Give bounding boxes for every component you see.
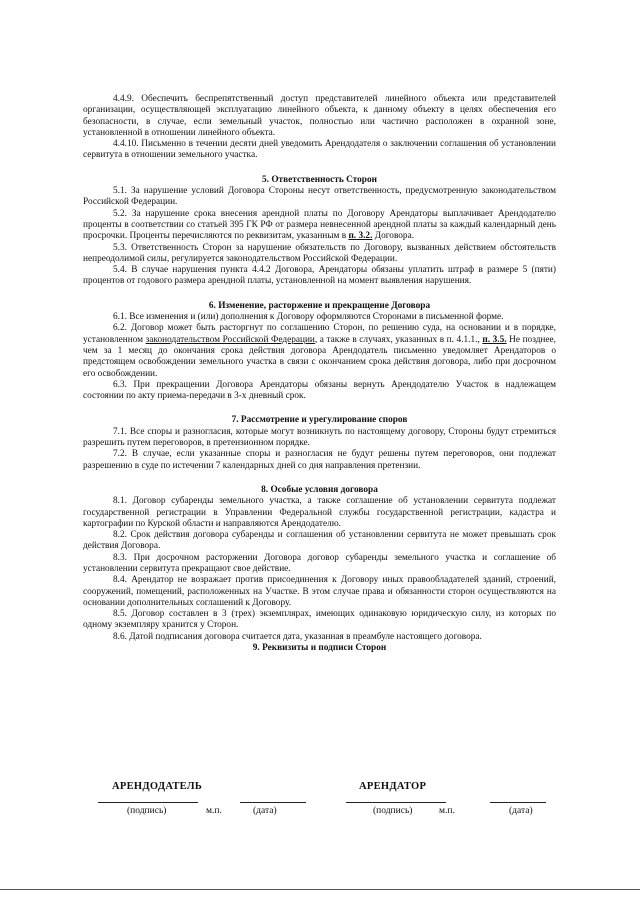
page-bottom-rule	[0, 889, 640, 890]
clause-6-2: 6.2. Договор может быть расторгнут по соглашению Сторон, по решению суда, на основании и в порядке, установленном законодательством Российской Федерации, а также в случаях, указанных в п. 4.1.1., п. 3.5. Не позднее, чем за 1 месяц до окончания срока действия договора Арендодатель письменно уведомляет Арендаторов о предстоящем освобождении земельного участка в связи с окончанием срока действия договора, либо при досрочном его освобождении.	[83, 323, 556, 379]
clause-5-4: 5.4. В случае нарушения пункта 4.4.2 Договора, Арендаторы обязаны уплатить штраф в размере 5 (пяти) процентов от годового размера арендной платы, установленной на момент выявления нарушения.	[83, 265, 556, 287]
clause-4-4-9: 4.4.9. Обеспечить беспрепятственный доступ представителей линейного объекта или представителей организации, осуществляющей эксплуатацию линейного объекта, к данному объекту в целях обеспечения его безопасности, в случае, если земельный участок, полностью или частично расположен в охранной зоне, установленной в отношении линейного объекта.	[83, 94, 556, 138]
lessee-date-caption: (дата)	[509, 806, 533, 816]
ref-3-2: п. 3.2.	[348, 231, 373, 242]
lessor-date-caption: (дата)	[253, 806, 277, 816]
lessor-stamp-caption: м.п.	[206, 806, 222, 816]
lessor-date-line	[240, 802, 306, 803]
lessee-heading: АРЕНДАТОР	[359, 781, 427, 792]
clause-7-1: 7.1. Все споры и разногласия, которые могут возникнуть по настоящему договору, Стороны будут стремиться разрешить путем переговоров, в претензионном порядке.	[83, 426, 556, 449]
clause-8-1: 8.1. Договор субаренды земельного участка, а также соглашение об установлении сервитута подлежат государственной регистрации в Управлении Федеральной службы государственной регистрации, кадастра и картографии по Курской области и направляются Арендодателю.	[83, 496, 556, 529]
clause-8-5: 8.5. Договор составлен в 3 (трех) экземплярах, имеющих одинаковую юридическую силу, из которых по одному экземпляру хранится у Сторон.	[83, 609, 556, 631]
clause-6-3: 6.3. При прекращении Договора Арендаторы обязаны вернуть Арендодателю Участок в надлежащем состоянии по акту приема-передачи в 3-х дневный срок.	[83, 379, 556, 402]
lessee-date-line	[490, 802, 546, 803]
lessee-stamp-caption: м.п.	[439, 806, 455, 816]
lessor-signature-line	[98, 802, 198, 803]
clause-8-6: 8.6. Датой подписания договора считается дата, указанная в преамбуле настоящего договора.	[113, 631, 482, 642]
lessor-heading: АРЕНДОДАТЕЛЬ	[112, 781, 203, 792]
clause-4-4-10: 4.4.10. Письменно в течении десяти дней уведомить Арендодателя о заключении соглашения об установлении сервитута в отношении земельного участка.	[83, 139, 556, 161]
clause-8-3: 8.3. При досрочном расторжении Договора договор субаренды земельного участка и соглашение об установлении сервитута прекращают свое действие.	[83, 552, 556, 574]
lessee-signature-line	[346, 802, 446, 803]
clause-8-4: 8.4. Арендатор не возражает против присоединения к Договору иных правообладателей зданий, строений, сооружений, помещений, расположенных на Участке. В этом случае права и обязанности сторон осуществляются на основании дополнительных соглашений к Договору.	[83, 575, 556, 608]
lessee-signature-caption: (подпись)	[373, 806, 413, 816]
clause-5-2: 5.2. За нарушение срока внесения арендной платы по Договору Арендаторы выплачивает Арендодателю проценты в соответствии со статьей 395 ГК РФ от размера невнесенной арендной платы за каждый календарный день просрочки. Проценты перечисляются по реквизитам, указанным в п. 3.2. Договора.	[83, 208, 556, 242]
lessor-signature-caption: (подпись)	[127, 806, 167, 816]
clause-6-1: 6.1. Все изменения и (или) дополнения к Договору оформляются Сторонами в письменной форме.	[113, 312, 504, 323]
section-5-title: 5. Ответственность Сторон	[262, 174, 377, 185]
clause-8-2: 8.2. Срок действия договора субаренды и соглашения об установлении сервитута не может превышать срок действия Договора.	[83, 530, 556, 552]
law-link[interactable]: законодательством Российской Федерации	[145, 334, 315, 345]
section-9-title: 9. Реквизиты и подписи Сторон	[252, 643, 387, 654]
clause-5-3: 5.3. Ответственность Сторон за нарушение обязательств по Договору, вызванных действием обстоятельств непреодолимой силы, регулируется законодательством Российской Федерации.	[83, 242, 556, 264]
ref-3-5: п. 3.5.	[482, 334, 507, 345]
clause-5-1: 5.1. За нарушение условий Договора Стороны несут ответственность, предусмотренную законодательством Российской Федерации.	[83, 186, 556, 208]
section-6-title: 6. Изменение, расторжение и прекращение Договора	[208, 300, 431, 311]
clause-7-2: 7.2. В случае, если указанные споры и разногласия не будут решены путем переговоров, они подлежат разрешению в суде по истечении 7 календарных дней со дня направления претензии.	[83, 449, 556, 471]
contract-page	[83, 94, 556, 654]
section-8-title: 8. Особые условия договора	[261, 484, 378, 495]
section-7-title: 7. Рассмотрение и урегулирование споров	[231, 415, 408, 426]
